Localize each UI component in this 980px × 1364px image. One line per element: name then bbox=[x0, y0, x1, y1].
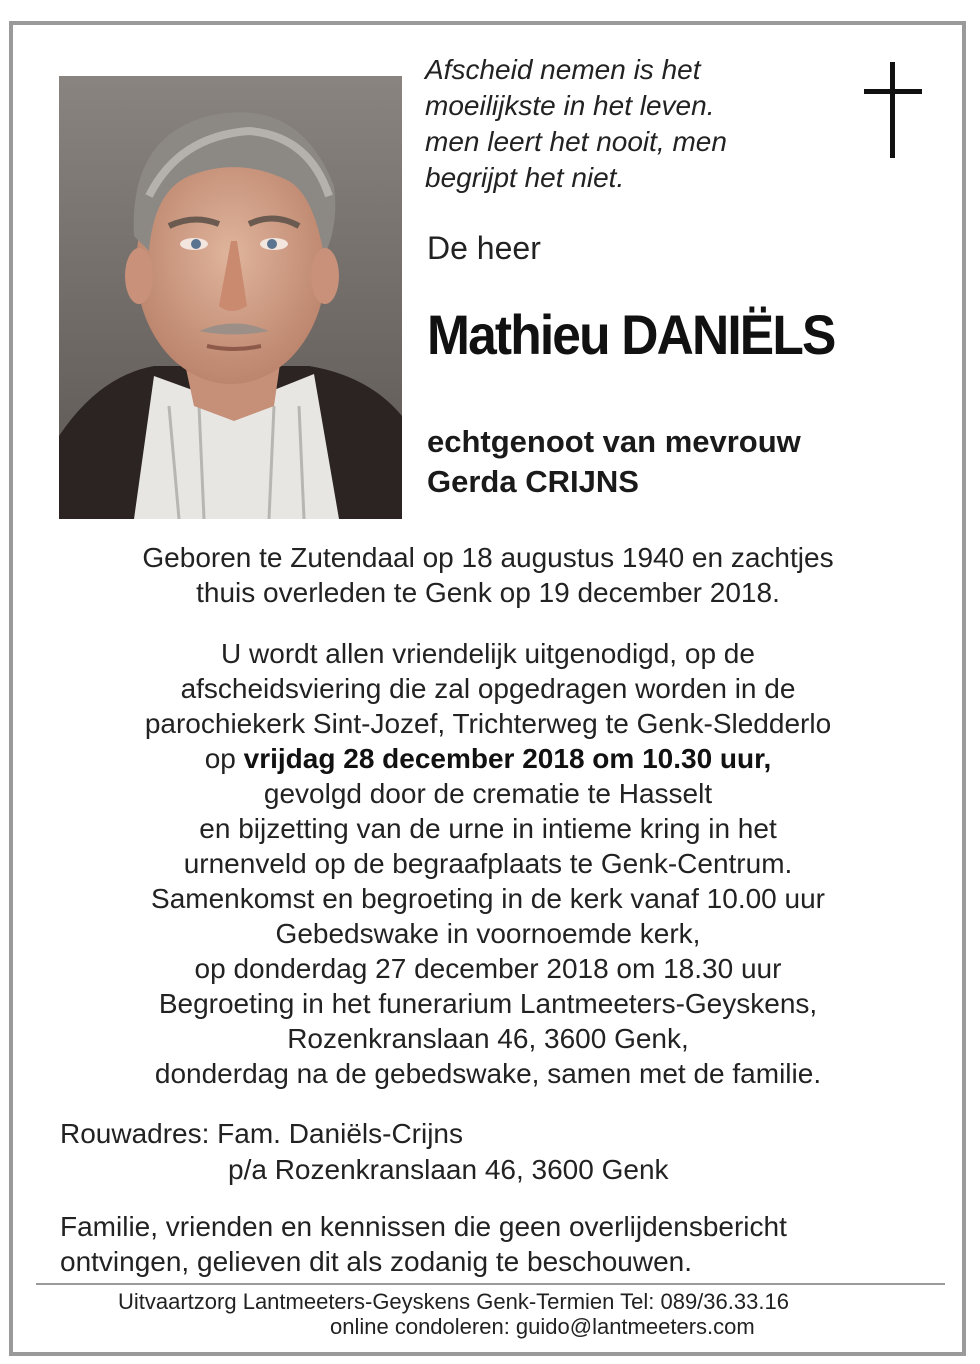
spouse-name: Gerda CRIJNS bbox=[427, 464, 639, 499]
invitation-line: en bijzetting van de urne in intieme kring in het bbox=[199, 813, 777, 844]
notice-line: ontvingen, gelieven dit als zodanig te beschouwen. bbox=[60, 1246, 692, 1277]
notice-line: Familie, vrienden en kennissen die geen overlijdensbericht bbox=[60, 1211, 787, 1242]
birth-death-paragraph bbox=[30, 540, 946, 610]
online-condolence: online condoleren: guido@lantmeeters.com bbox=[330, 1314, 755, 1339]
funeral-home-info: Uitvaartzorg Lantmeeters-Geyskens Genk-Termien Tel: 089/36.33.16 bbox=[118, 1289, 789, 1314]
invitation-line: gevolgd door de crematie te Hasselt bbox=[263, 778, 713, 809]
death-line: thuis overleden te Genk op 19 december 2018. bbox=[196, 577, 780, 608]
poem-line: begrijpt het niet. bbox=[425, 162, 625, 193]
date-prefix: op bbox=[204, 743, 244, 774]
spouse-info bbox=[427, 422, 801, 502]
invitation-line: op donderdag 27 december 2018 om 18.30 uur bbox=[194, 953, 782, 984]
footer-divider bbox=[36, 1283, 945, 1285]
ceremony-datetime: vrijdag 28 december 2018 om 10.30 uur, bbox=[243, 743, 772, 774]
cross-icon bbox=[864, 62, 922, 158]
family-notice bbox=[60, 1209, 787, 1279]
invitation-line: Rozenkranslaan 46, 3600 Genk, bbox=[287, 1023, 689, 1054]
invitation-line: urnenveld op de begraafplaats te Genk-Centrum. bbox=[183, 848, 793, 879]
poem bbox=[425, 52, 845, 196]
mourning-address bbox=[60, 1116, 669, 1188]
address-line: p/a Rozenkranslaan 46, 3600 Genk bbox=[228, 1154, 669, 1185]
invitation-line: donderdag na de gebedswake, samen met de familie. bbox=[154, 1058, 822, 1089]
poem-line: men leert het nooit, men bbox=[425, 126, 727, 157]
portrait-photo bbox=[59, 76, 402, 519]
birth-line: Geboren te Zutendaal op 18 augustus 1940 en zachtjes bbox=[142, 542, 834, 573]
invitation-paragraph bbox=[30, 636, 946, 1091]
invitation-line: afscheidsviering die zal opgedragen worden in de bbox=[180, 673, 796, 704]
poem-line: Afscheid nemen is het bbox=[425, 54, 701, 85]
address-line: Rouwadres: Fam. Daniëls-Crijns bbox=[60, 1118, 464, 1149]
invitation-date-line bbox=[30, 741, 946, 776]
poem-line: moeilijkste in het leven. bbox=[425, 90, 715, 121]
invitation-line: Gebedswake in voornoemde kerk, bbox=[275, 918, 701, 949]
portrait-illustration bbox=[59, 76, 402, 519]
invitation-line: parochiekerk Sint-Jozef, Trichterweg te Genk-Sledderlo bbox=[144, 708, 832, 739]
spouse-line: echtgenoot van mevrouw bbox=[427, 424, 801, 459]
deceased-name: Mathieu DANIËLS bbox=[427, 303, 835, 366]
invitation-line: Samenkomst en begroeting in de kerk vanaf 10.00 uur bbox=[151, 883, 825, 914]
salutation: De heer bbox=[427, 230, 541, 266]
invitation-line: Begroeting in het funerarium Lantmeeters-Geyskens, bbox=[158, 988, 818, 1019]
invitation-line: U wordt allen vriendelijk uitgenodigd, op de bbox=[221, 638, 755, 669]
